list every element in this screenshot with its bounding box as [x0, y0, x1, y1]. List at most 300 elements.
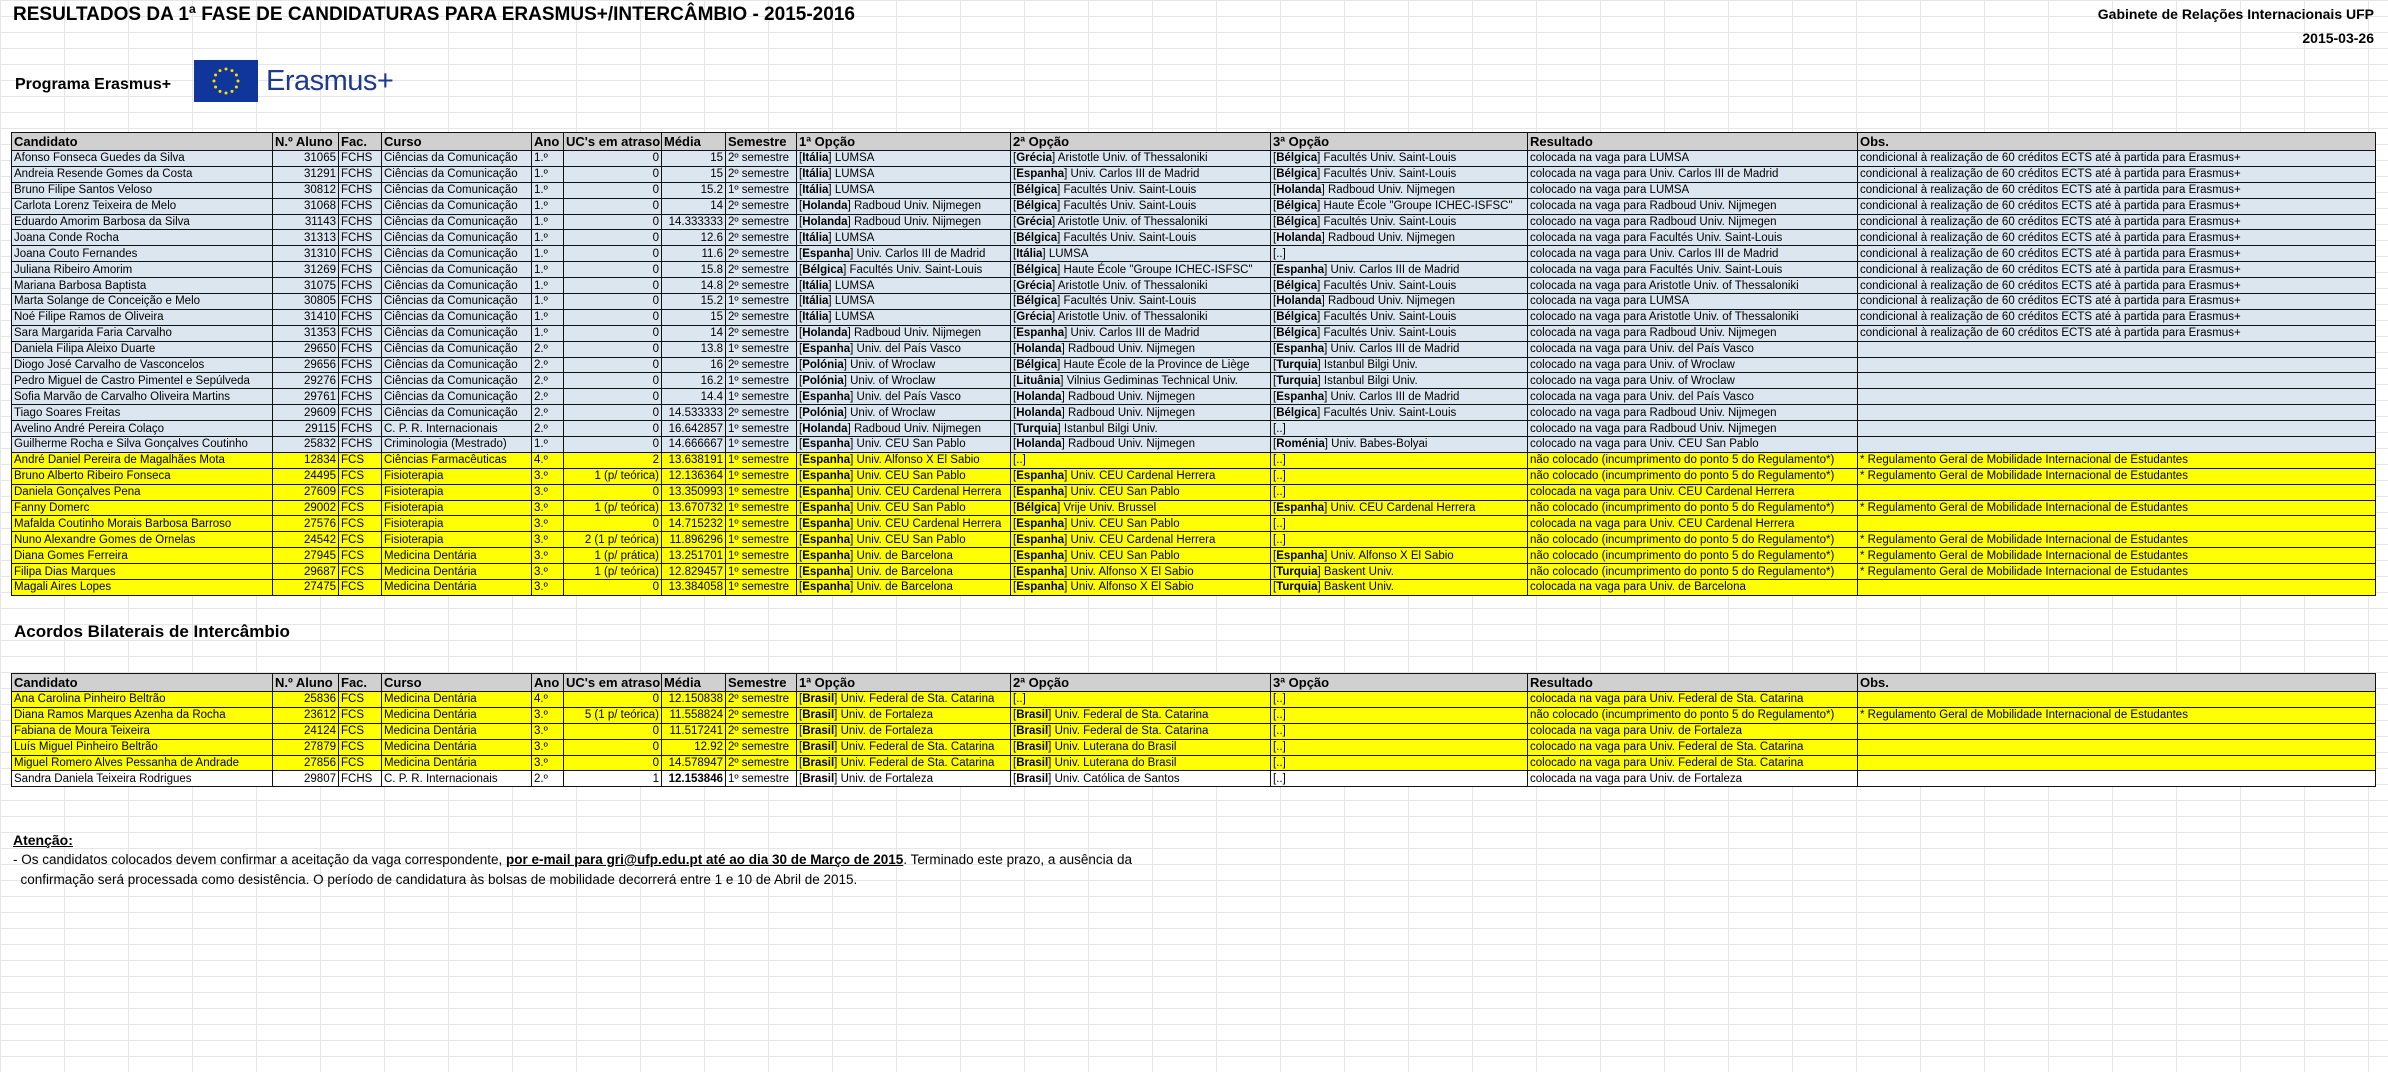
option-institution: Univ. de Fortaleza	[840, 725, 934, 738]
bracket: ]	[1064, 533, 1071, 546]
average-grade: 14.533333	[662, 405, 726, 421]
option-institution: LUMSA	[1048, 247, 1089, 260]
bracket: [	[799, 486, 803, 499]
bracket: [	[1013, 486, 1017, 499]
option-institution: [..]	[1273, 725, 1286, 738]
bracket: ]	[850, 486, 857, 499]
year: 1.º	[532, 182, 564, 198]
option-institution: Univ. del País Vasco	[856, 390, 961, 403]
option-institution: Istanbul Bilgi Univ.	[1063, 422, 1158, 435]
bracket: [	[1013, 581, 1017, 594]
faculty: FCHS	[339, 230, 382, 246]
observations: * Regulamento Geral de Mobilidade Internacional de Estudantes	[1858, 564, 2376, 580]
pending-ucs: 1	[564, 771, 662, 787]
bracket: ]	[1064, 327, 1071, 340]
column-header: UC's em atraso	[564, 133, 662, 151]
faculty: FCHS	[339, 182, 382, 198]
bracket: [	[1013, 263, 1017, 276]
table-row	[12, 230, 2376, 246]
candidate-name: Daniela Gonçalves Pena	[12, 484, 273, 500]
option-country: Holanda	[802, 216, 848, 228]
bracket: ]	[1324, 502, 1331, 515]
option-country: Brasil	[802, 725, 835, 738]
pending-ucs: 0	[564, 692, 662, 708]
option-institution: Radboud Univ. Nijmegen	[1067, 406, 1195, 419]
option-country: Espanha	[1016, 517, 1065, 530]
option-institution: LUMSA	[834, 311, 875, 324]
option-institution: Vrije Univ. Brussel	[1063, 502, 1157, 515]
result: colocada na vaga para Univ. Federal de Sta. Catarina	[1528, 692, 1858, 708]
result: não colocado (incumprimento do ponto 5 do Regulamento*)	[1528, 564, 1858, 580]
option-3	[1271, 723, 1528, 739]
average-grade: 15.2	[662, 294, 726, 310]
bracket: ]	[1057, 422, 1064, 435]
option-3	[1271, 739, 1528, 755]
option-country: Bélgica	[1276, 168, 1318, 181]
table-row	[12, 532, 2376, 548]
bracket: [	[799, 438, 803, 451]
course: Ciências da Comunicação	[382, 182, 532, 198]
option-3	[1271, 246, 1528, 262]
table-row	[12, 548, 2376, 564]
bracket: ]	[850, 247, 857, 260]
option-country: Espanha	[802, 438, 851, 451]
table-row	[12, 325, 2376, 341]
option-country: Espanha	[1016, 533, 1065, 546]
option-3	[1271, 707, 1528, 723]
option-1	[797, 309, 1011, 325]
option-institution: Haute École "Groupe ICHEC-ISFSC"	[1323, 200, 1513, 213]
bracket: ]	[850, 565, 857, 578]
bracket: ]	[1324, 343, 1331, 356]
bracket: ]	[843, 263, 850, 276]
student-number: 31310	[273, 246, 339, 262]
option-2	[1011, 294, 1271, 310]
option-3	[1271, 341, 1528, 357]
option-institution: Univ. Carlos III de Madrid	[1330, 263, 1460, 276]
result: colocado na vaga para Univ. of Wroclaw	[1528, 357, 1858, 373]
option-institution: Facultés Univ. Saint-Louis	[1063, 200, 1197, 213]
option-country: Brasil	[1016, 757, 1049, 769]
observations	[1858, 723, 2376, 739]
bracket: [	[799, 725, 803, 738]
eu-star-icon	[214, 86, 217, 89]
column-header: Ano	[532, 674, 564, 692]
notes-text: - Os candidatos colocados devem confirmar a aceitação da vaga correspondente,	[13, 852, 507, 867]
result: não colocado (incumprimento do ponto 5 do Regulamento*)	[1528, 500, 1858, 516]
column-header: 1ª Opção	[797, 133, 1011, 151]
bracket: ]	[1057, 502, 1064, 515]
table-row	[12, 739, 2376, 755]
option-2	[1011, 452, 1271, 468]
observations: * Regulamento Geral de Mobilidade Internacional de Estudantes	[1858, 452, 2376, 468]
option-institution: Radboud Univ. Nijmegen	[853, 200, 981, 213]
observations	[1858, 739, 2376, 755]
bracket: ]	[828, 279, 835, 292]
option-country: Brasil	[802, 693, 835, 706]
option-country: Itália	[1016, 247, 1043, 260]
bracket: [	[1013, 184, 1017, 197]
student-number: 25836	[273, 692, 339, 708]
option-country: Bélgica	[1276, 327, 1318, 340]
faculty: FCS	[339, 532, 382, 548]
option-1	[797, 468, 1011, 484]
pending-ucs: 0	[564, 246, 662, 262]
option-institution: [..]	[1273, 757, 1286, 769]
bracket: ]	[1324, 390, 1331, 403]
option-country: Espanha	[802, 486, 851, 499]
option-1	[797, 707, 1011, 723]
faculty: FCHS	[339, 341, 382, 357]
semester: 1º semestre	[726, 484, 797, 500]
pending-ucs: 0	[564, 723, 662, 739]
option-institution: Radboud Univ. Nijmegen	[1327, 231, 1455, 244]
result: colocada na vaga para Univ. del País Vasco	[1528, 389, 1858, 405]
option-institution: Univ. Federal de Sta. Catarina	[1054, 709, 1209, 722]
bracket: [	[1273, 565, 1277, 578]
bracket: [	[1013, 279, 1017, 292]
bracket: [	[799, 263, 803, 276]
option-2	[1011, 500, 1271, 516]
candidate-name: Filipa Dias Marques	[12, 564, 273, 580]
option-country: Espanha	[1276, 549, 1325, 562]
bracket: [	[1013, 709, 1017, 722]
year: 1.º	[532, 151, 564, 167]
bracket: [	[1013, 216, 1017, 228]
bracket: [	[799, 279, 803, 292]
option-3	[1271, 580, 1528, 596]
bracket: ]	[1317, 359, 1324, 372]
result: colocada na vaga para Univ. Carlos III de Madrid	[1528, 246, 1858, 262]
bracket: ]	[850, 533, 857, 546]
table-row	[12, 262, 2376, 278]
table-row	[12, 500, 2376, 516]
option-2	[1011, 707, 1271, 723]
option-country: Grécia	[1016, 311, 1053, 324]
average-grade: 16.642857	[662, 421, 726, 437]
option-2	[1011, 468, 1271, 484]
option-2	[1011, 246, 1271, 262]
option-country: Itália	[802, 295, 829, 308]
bracket: ]	[828, 184, 835, 197]
option-3	[1271, 309, 1528, 325]
bracket: [	[799, 152, 803, 165]
observations: condicional à realização de 60 créditos ECTS até à partida para Erasmus+	[1858, 198, 2376, 214]
semester: 2º semestre	[726, 166, 797, 182]
candidate-name: Juliana Ribeiro Amorim	[12, 262, 273, 278]
option-institution: Univ. Carlos III de Madrid	[856, 247, 986, 260]
option-country: Roménia	[1276, 438, 1325, 451]
student-number: 31068	[273, 198, 339, 214]
option-institution: [..]	[1013, 454, 1026, 467]
option-3	[1271, 230, 1528, 246]
course: Fisioterapia	[382, 532, 532, 548]
average-grade: 14.715232	[662, 516, 726, 532]
option-1	[797, 484, 1011, 500]
table-row	[12, 278, 2376, 294]
observations	[1858, 755, 2376, 771]
year: 1.º	[532, 230, 564, 246]
bracket: [	[1013, 757, 1017, 769]
option-institution: Radboud Univ. Nijmegen	[853, 216, 981, 228]
bracket: ]	[1048, 741, 1055, 754]
table-row	[12, 692, 2376, 708]
student-number: 29002	[273, 500, 339, 516]
average-grade: 11.558824	[662, 707, 726, 723]
observations	[1858, 692, 2376, 708]
bracket: [	[799, 533, 803, 546]
bracket: [	[799, 454, 803, 467]
option-country: Grécia	[1016, 279, 1053, 292]
eu-star-icon	[225, 92, 228, 95]
year: 1.º	[532, 278, 564, 294]
option-country: Espanha	[1276, 263, 1325, 276]
semester: 1º semestre	[726, 389, 797, 405]
year: 1.º	[532, 246, 564, 262]
average-grade: 14	[662, 198, 726, 214]
option-institution: [..]	[1273, 772, 1286, 785]
course: Medicina Dentária	[382, 548, 532, 564]
option-country: Grécia	[1016, 216, 1053, 228]
candidate-name: Fanny Domerc	[12, 500, 273, 516]
semester: 1º semestre	[726, 564, 797, 580]
bracket: [	[1273, 216, 1277, 228]
bracket: [	[799, 390, 803, 403]
faculty: FCHS	[339, 771, 382, 787]
semester: 1º semestre	[726, 373, 797, 389]
table-header-row	[12, 133, 2376, 151]
option-country: Espanha	[1016, 581, 1065, 594]
year: 3.º	[532, 532, 564, 548]
column-header: N.º Aluno	[273, 674, 339, 692]
option-1	[797, 532, 1011, 548]
candidate-name: Diana Gomes Ferreira	[12, 548, 273, 564]
option-country: Espanha	[1276, 502, 1325, 515]
option-institution: Aristotle Univ. of Thessaloniki	[1057, 152, 1208, 165]
result: colocada na vaga para LUMSA	[1528, 294, 1858, 310]
option-country: Espanha	[1276, 343, 1325, 356]
observations	[1858, 771, 2376, 787]
option-institution: [..]	[1273, 693, 1286, 706]
candidate-name: Mariana Barbosa Baptista	[12, 278, 273, 294]
option-institution: LUMSA	[834, 295, 875, 308]
average-grade: 13.251701	[662, 548, 726, 564]
table-row	[12, 421, 2376, 437]
option-institution: Univ. Carlos III de Madrid	[1070, 168, 1200, 181]
bracket: ]	[843, 359, 851, 372]
option-country: Espanha	[802, 565, 851, 578]
bracket: ]	[1064, 470, 1071, 483]
result: colocada na vaga para Univ. CEU Cardenal Herrera	[1528, 484, 1858, 500]
option-2	[1011, 262, 1271, 278]
bracket: ]	[1052, 216, 1058, 228]
option-country: Brasil	[802, 772, 835, 785]
option-country: Grécia	[1016, 152, 1053, 165]
bracket: [	[799, 311, 803, 324]
semester: 2º semestre	[726, 723, 797, 739]
bracket: ]	[1061, 438, 1068, 451]
column-header: Ano	[532, 133, 564, 151]
pending-ucs: 0	[564, 580, 662, 596]
result: colocada na vaga para Univ. de Fortaleza	[1528, 723, 1858, 739]
bracket: ]	[1321, 184, 1328, 197]
option-institution: [..]	[1273, 422, 1286, 435]
option-3	[1271, 357, 1528, 373]
option-3	[1271, 421, 1528, 437]
student-number: 31291	[273, 166, 339, 182]
faculty: FCHS	[339, 262, 382, 278]
bracket: ]	[1317, 168, 1324, 181]
option-1	[797, 405, 1011, 421]
column-header: Média	[662, 674, 726, 692]
option-1	[797, 214, 1011, 230]
option-institution: [..]	[1273, 533, 1286, 546]
result: colocado na vaga para Univ. of Wroclaw	[1528, 373, 1858, 389]
option-country: Brasil	[1016, 772, 1049, 785]
bracket: ]	[847, 200, 854, 213]
bracket: [	[1013, 422, 1017, 435]
observations: condicional à realização de 60 créditos ECTS até à partida para Erasmus+	[1858, 182, 2376, 198]
eu-star-icon	[225, 68, 228, 71]
bracket: ]	[847, 327, 854, 340]
option-3	[1271, 771, 1528, 787]
option-institution: Univ. CEU San Pablo	[856, 470, 966, 483]
bracket: [	[1013, 200, 1017, 213]
year: 2.º	[532, 341, 564, 357]
bracket: [	[799, 168, 803, 181]
course: Ciências da Comunicação	[382, 309, 532, 325]
bracket: [	[799, 470, 803, 483]
average-grade: 13.350993	[662, 484, 726, 500]
option-country: Espanha	[802, 454, 851, 467]
bracket: [	[799, 343, 803, 356]
option-country: Bélgica	[1276, 311, 1318, 324]
semester: 1º semestre	[726, 548, 797, 564]
option-country: Espanha	[802, 533, 851, 546]
bracket: ]	[1317, 152, 1324, 165]
semester: 1º semestre	[726, 771, 797, 787]
student-number: 24495	[273, 468, 339, 484]
candidate-name: Daniela Filipa Aleixo Duarte	[12, 341, 273, 357]
option-2	[1011, 548, 1271, 564]
bracket: [	[1273, 200, 1277, 213]
observations: condicional à realização de 60 créditos ECTS até à partida para Erasmus+	[1858, 166, 2376, 182]
course: Ciências da Comunicação	[382, 341, 532, 357]
average-grade: 14.333333	[662, 214, 726, 230]
faculty: FCS	[339, 564, 382, 580]
option-institution: Radboud Univ. Nijmegen	[853, 422, 981, 435]
option-country: Espanha	[802, 247, 851, 260]
column-header: Fac.	[339, 674, 382, 692]
result: colocada na vaga para Aristotle Univ. of Thessaloniki	[1528, 278, 1858, 294]
option-country: Bélgica	[1276, 200, 1318, 213]
bracket: [	[799, 757, 803, 769]
bracket: ]	[1317, 216, 1324, 228]
faculty: FCHS	[339, 294, 382, 310]
course: Ciências da Comunicação	[382, 373, 532, 389]
semester: 2º semestre	[726, 246, 797, 262]
pending-ucs: 0	[564, 325, 662, 341]
pending-ucs: 0	[564, 341, 662, 357]
average-grade: 14.666667	[662, 437, 726, 453]
pending-ucs: 0	[564, 262, 662, 278]
result: colocado na vaga para Radboud Univ. Nijmegen	[1528, 421, 1858, 437]
option-institution: [..]	[1273, 470, 1286, 483]
candidate-name: Noé Filipe Ramos de Oliveira	[12, 309, 273, 325]
year: 3.º	[532, 500, 564, 516]
year: 1.º	[532, 262, 564, 278]
option-institution: Univ. de Fortaleza	[840, 772, 934, 785]
observations	[1858, 357, 2376, 373]
observations: * Regulamento Geral de Mobilidade Internacional de Estudantes	[1858, 532, 2376, 548]
table-row	[12, 484, 2376, 500]
faculty: FCS	[339, 468, 382, 484]
average-grade: 14.4	[662, 389, 726, 405]
student-number: 31313	[273, 230, 339, 246]
option-country: Holanda	[1016, 390, 1062, 403]
eu-star-icon	[237, 80, 240, 83]
table-row	[12, 294, 2376, 310]
option-institution: Aristotle Univ. of Thessaloniki	[1057, 311, 1208, 324]
result: colocada na vaga para Facultés Univ. Saint-Louis	[1528, 262, 1858, 278]
bracket: ]	[847, 422, 854, 435]
option-country: Brasil	[802, 741, 835, 754]
candidate-name: Pedro Miguel de Castro Pimentel e Sepúlveda	[12, 373, 273, 389]
student-number: 25832	[273, 437, 339, 453]
option-country: Turquia	[1276, 374, 1318, 387]
option-2	[1011, 437, 1271, 453]
candidate-name: Sara Margarida Faria Carvalho	[12, 325, 273, 341]
semester: 2º semestre	[726, 214, 797, 230]
bracket: ]	[1052, 279, 1058, 292]
bracket: ]	[850, 517, 857, 530]
option-institution: Facultés Univ. Saint-Louis	[1323, 152, 1457, 165]
option-country: Bélgica	[1276, 216, 1318, 228]
column-header: Resultado	[1528, 133, 1858, 151]
course: Medicina Dentária	[382, 692, 532, 708]
bracket: ]	[834, 741, 841, 754]
result: colocada na vaga para Univ. del País Vasco	[1528, 341, 1858, 357]
bracket: ]	[828, 311, 835, 324]
course: Fisioterapia	[382, 516, 532, 532]
option-country: Turquia	[1016, 422, 1058, 435]
bracket: ]	[1064, 565, 1071, 578]
option-2	[1011, 182, 1271, 198]
bracket: [	[1013, 438, 1017, 451]
student-number: 30805	[273, 294, 339, 310]
bracket: ]	[850, 438, 857, 451]
average-grade: 16	[662, 357, 726, 373]
table-row	[12, 309, 2376, 325]
option-institution: Univ. Federal de Sta. Catarina	[840, 693, 995, 706]
document-date: 2015-03-26	[2302, 30, 2374, 46]
option-institution: Facultés Univ. Saint-Louis	[1323, 311, 1457, 324]
pending-ucs: 0	[564, 421, 662, 437]
student-number: 27945	[273, 548, 339, 564]
semester: 1º semestre	[726, 516, 797, 532]
eu-star-icon	[231, 90, 234, 93]
candidate-name: Sandra Daniela Teixeira Rodrigues	[12, 771, 273, 787]
email-deadline: por e-mail para gri@ufp.edu.pt até ao dia 30 de Março de 2015	[506, 852, 904, 867]
option-institution: Radboud Univ. Nijmegen	[1067, 438, 1195, 451]
option-country: Espanha	[802, 581, 851, 594]
option-3	[1271, 500, 1528, 516]
result: colocado na vaga para Aristotle Univ. of Thessaloniki	[1528, 309, 1858, 325]
column-header: Média	[662, 133, 726, 151]
option-institution: Univ. Alfonso X El Sabio	[1070, 581, 1194, 594]
option-2	[1011, 230, 1271, 246]
bracket: [	[1013, 502, 1017, 515]
